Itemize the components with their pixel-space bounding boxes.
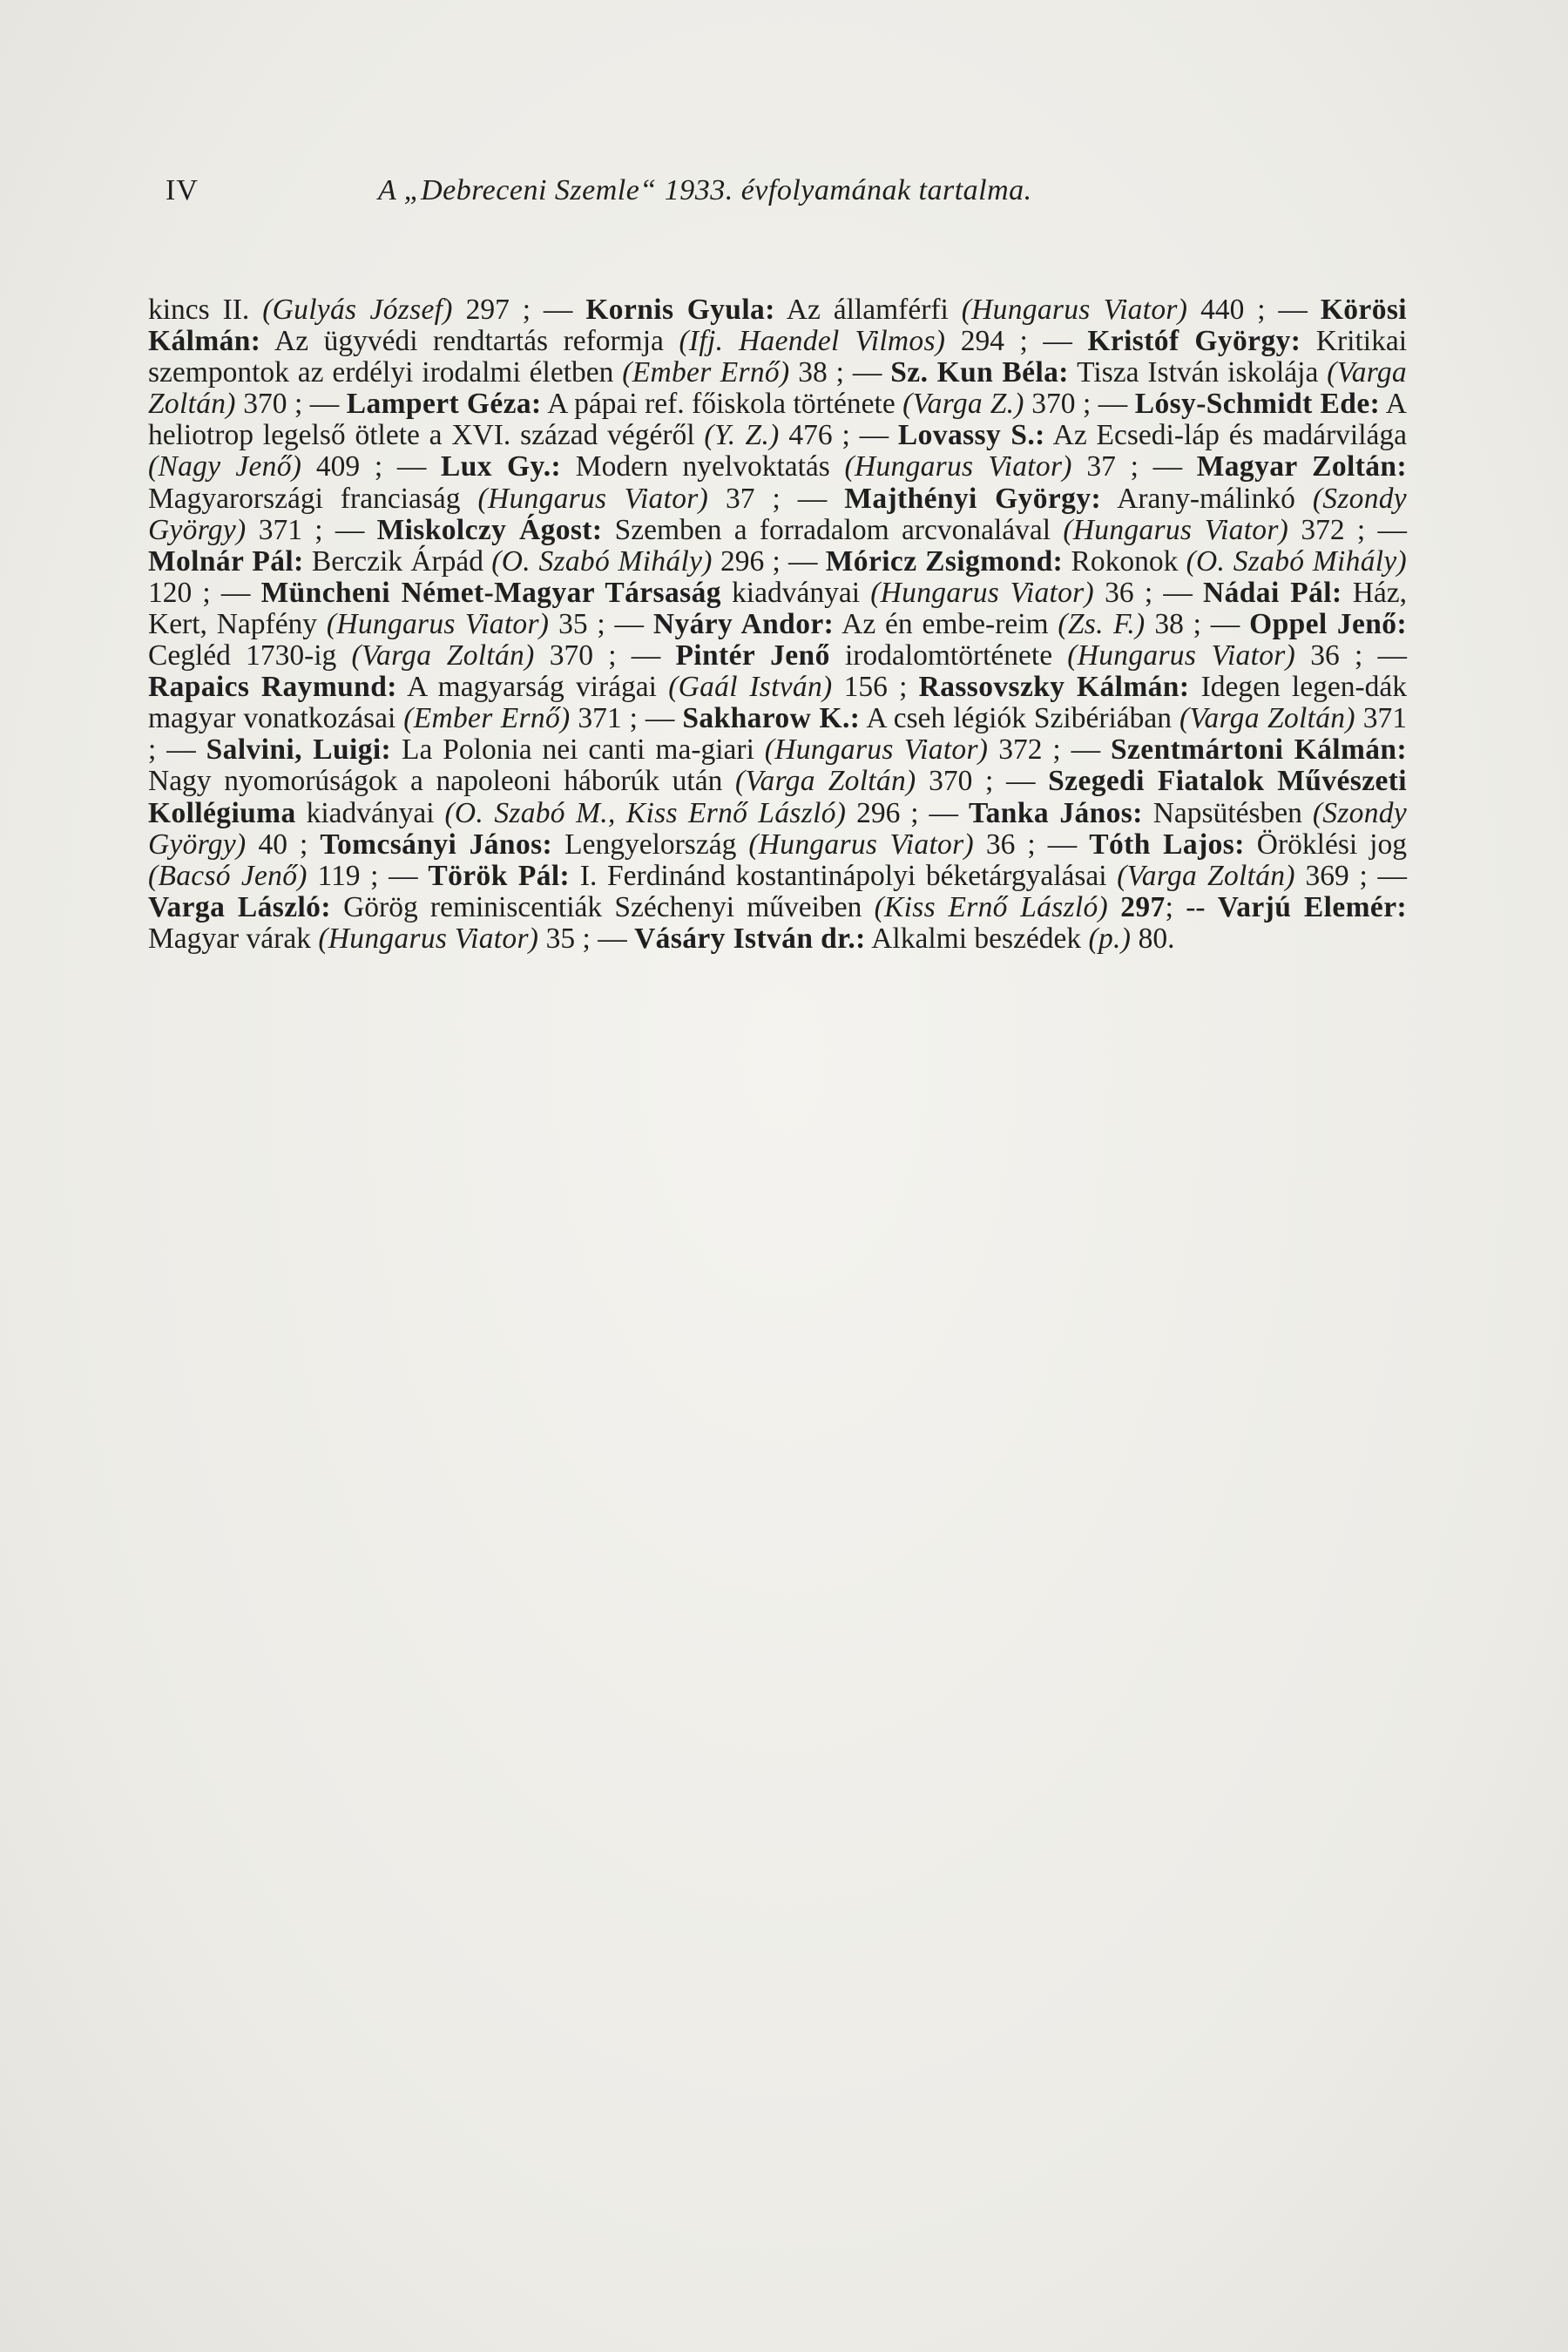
running-title: A „Debreceni Szemle“ 1933. évfolyamának tartalma. [378,174,1032,206]
author-name: Lux Gy.: [441,450,562,483]
reviewer-name: (Varga Zoltán) [1117,859,1295,892]
reviewer-name: (Ifj. Haendel Vilmos) [679,325,946,358]
entry-text: Az Ecsedi-láp és madárvilága [1044,419,1407,452]
entry-text: Nagy nyomorúságok a napoleoni háborúk után [148,765,736,798]
entry-text: I. Ferdinánd kostantinápolyi béketárgyalásai [570,859,1118,892]
page-header [166,174,1420,226]
reviewer-name: (Varga Zoltán) [351,639,535,672]
reviewer-name: (Hungarus Viator) [961,294,1188,326]
author-name: Rassovszky Kálmán: [918,671,1190,704]
reviewer-name: (Varga Zoltán) [735,765,916,798]
entry-text: Rokonok [1063,544,1186,578]
entry-text: 409 ; — [301,450,442,483]
reviewer-name: (Gulyás József) [262,294,453,326]
entry-text: 80. [1131,922,1175,955]
author-name: Müncheni Német-Magyar Társaság [260,576,721,609]
reviewer-name: (Zs. F.) [1058,607,1146,640]
author-name: Tóth Lajos: [1089,828,1245,861]
reviewer-name: (Hungarus Viator) [870,576,1094,609]
author-name: Nádai Pál: [1203,576,1342,609]
entry-text: ; -- [1165,890,1218,923]
entry-text: Idegen legen-dák magyar vonatkozásai [148,671,1407,735]
author-name: Pintér Jenő [675,639,830,672]
reviewer-name: (Varga Z.) [902,388,1024,421]
entry-text: 476 ; — [779,419,898,452]
entry-text: Tisza István iskolája [1068,356,1328,389]
entry-text: 371 ; — [570,702,683,735]
reviewer-name: (Szondy György) [148,482,1407,546]
entry-text: A pápai ref. főiskola története [541,388,903,421]
entry-text: 372 ; — [1288,513,1407,546]
reviewer-name: (Nagy Jenő) [148,450,302,483]
author-name: Sakharow K.: [682,702,861,735]
entry-text: 120 ; — [148,576,261,609]
page-number: IV [166,174,199,206]
entry-text: 36 ; — [1093,576,1204,609]
entry-text: 440 ; — [1187,294,1321,326]
entry-text: 37 ; — [1071,450,1197,483]
entry-text: Alkalmi beszédek [865,922,1089,955]
author-name: 297 [1120,890,1166,923]
author-name: Szentmártoni Kálmán: [1111,733,1407,767]
entry-text: 371 ; — [246,513,377,546]
entry-text: 36 ; — [973,828,1090,861]
reviewer-name: (Hungarus Viator) [318,922,539,955]
entry-text: Szemben a forradalom arcvonalával [602,513,1064,546]
reviewer-name: (Szondy György) [148,796,1408,861]
author-name: Oppel Jenő: [1249,607,1407,640]
entry-text: Modern nyelvoktatás [561,450,845,483]
entry-text: 297 ; — [452,294,586,326]
entry-text: Napsütésben [1142,796,1313,829]
reviewer-name: (Hungarus Viator) [764,733,989,767]
entry-text: Öröklési jog [1244,828,1407,861]
reviewer-name: (Varga Zoltán) [148,356,1407,421]
entry-text: Magyarországi franciaság [148,482,478,515]
reviewer-name: (Ember Ernő) [622,356,790,389]
entry-text: Berczik Árpád [303,544,492,578]
entry-text: 294 ; — [945,325,1088,358]
entry-text: Az ügyvédi rendtartás reformja [260,325,679,358]
entry-text: 372 ; — [988,733,1111,767]
author-name: Nyáry Andor: [652,607,835,640]
entry-text: Ház, Kert, Napfény [148,576,1408,640]
entry-text: 296 ; — [846,796,969,829]
reviewer-name: (Bacsó Jenő) [148,859,308,892]
entry-text: kiadványai [295,796,445,829]
entry-text: 370 ; — [235,388,347,421]
entry-text: A magyarság virágai [396,671,669,704]
author-name: Lósy-Schmidt Ede: [1134,388,1381,421]
author-name: Lampert Géza: [346,388,542,421]
reviewer-name: (Hungarus Viator) [1063,513,1289,546]
entry-text: 119 ; — [307,859,429,892]
entry-text: Magyar várak [148,922,319,955]
entry-text: Görög reminiscentiák Széchenyi műveiben [330,890,875,923]
entry-text: 35 ; — [538,922,635,955]
entry-text: Lengyelország [552,828,749,861]
entry-text: 38 ; — [789,356,891,389]
entry-text: 370 ; — [1024,388,1135,421]
reviewer-name: (O. Szabó M., Kiss Ernő László) [444,796,847,829]
author-name: Szegedi Fiatalok Művészeti Kollégiuma [148,765,1407,829]
author-name: Török Pál: [428,859,571,892]
entry-text: 38 ; — [1145,607,1250,640]
entry-text: Arany-málinkó [1101,482,1313,515]
author-name: Tomcsányi János: [320,828,553,861]
reviewer-name: (Gaál István) [668,671,833,704]
reviewer-name: (Varga Zoltán) [1179,702,1355,735]
entry-text: Kritikai szempontok az erdélyi irodalmi életben [148,325,1408,389]
entry-text: 370 ; — [916,765,1049,798]
author-name: Rapaics Raymund: [148,671,397,704]
entry-text: 369 ; — [1294,859,1407,892]
reviewer-name: (O. Szabó Mihály) [491,544,713,578]
author-name: Tanka János: [968,796,1143,829]
reviewer-name: (O. Szabó Mihály) [1186,544,1408,578]
entry-text: 371 ; — [148,702,1407,767]
entry-text: 36 ; — [1295,639,1407,672]
entry-text: 37 ; — [708,482,845,515]
reviewer-name: (Kiss Ernő László) [874,890,1108,923]
entry-text: Cegléd 1730-ig [148,639,352,672]
author-name: Molnár Pál: [148,544,304,578]
entry-text: kincs II. [148,294,263,326]
entry-text: 296 ; — [712,544,826,578]
reviewer-name: (Hungarus Viator) [1067,639,1296,672]
author-name: Móricz Zsigmond: [825,544,1064,578]
entry-text: A cseh légiók Szibériában [860,702,1180,735]
entry-text: La Polonia nei canti ma-giari [391,733,765,767]
reviewer-name: (Ember Ernő) [403,702,571,735]
author-name: Varjú Elemér: [1217,890,1408,923]
entry-text: kiadványai [720,576,871,609]
entry-text: 156 ; [832,671,919,704]
reviewer-name: (Hungarus Viator) [326,607,550,640]
entry-text: A heliotrop legelső ötlete a XVI. század végéről [148,388,1407,452]
reviewer-name: (Y. Z.) [704,419,780,452]
entry-text: irodalomtörténete [829,639,1068,672]
index-paragraph [148,294,1407,955]
entry-text: 370 ; — [534,639,676,672]
reviewer-name: (Hungarus Viator) [748,828,974,861]
entry-text [1108,891,1120,923]
author-name: Sz. Kun Béla: [890,356,1069,389]
author-name: Vásáry István dr.: [634,922,866,955]
entry-text: 40 ; [246,828,321,861]
reviewer-name: (Hungarus Viator) [477,482,709,515]
author-name: Magyar Zoltán: [1196,450,1408,483]
author-name: Kornis Gyula: [585,294,775,326]
entry-text: Az államférfi [774,294,962,326]
author-name: Miskolczy Ágost: [376,513,603,546]
author-name: Kristóf György: [1087,325,1301,358]
reviewer-name: (p.) [1088,922,1132,955]
entry-text: Az én embe-reim [834,607,1058,640]
author-name: Majthényi György: [844,482,1102,515]
reviewer-name: (Hungarus Viator) [844,450,1072,483]
entry-text: 35 ; — [549,607,653,640]
author-name: Varga László: [148,890,331,923]
author-name: Körösi Kálmán: [148,294,1407,358]
author-name: Lovassy S.: [897,419,1045,452]
author-name: Salvini, Luigi: [206,733,392,767]
